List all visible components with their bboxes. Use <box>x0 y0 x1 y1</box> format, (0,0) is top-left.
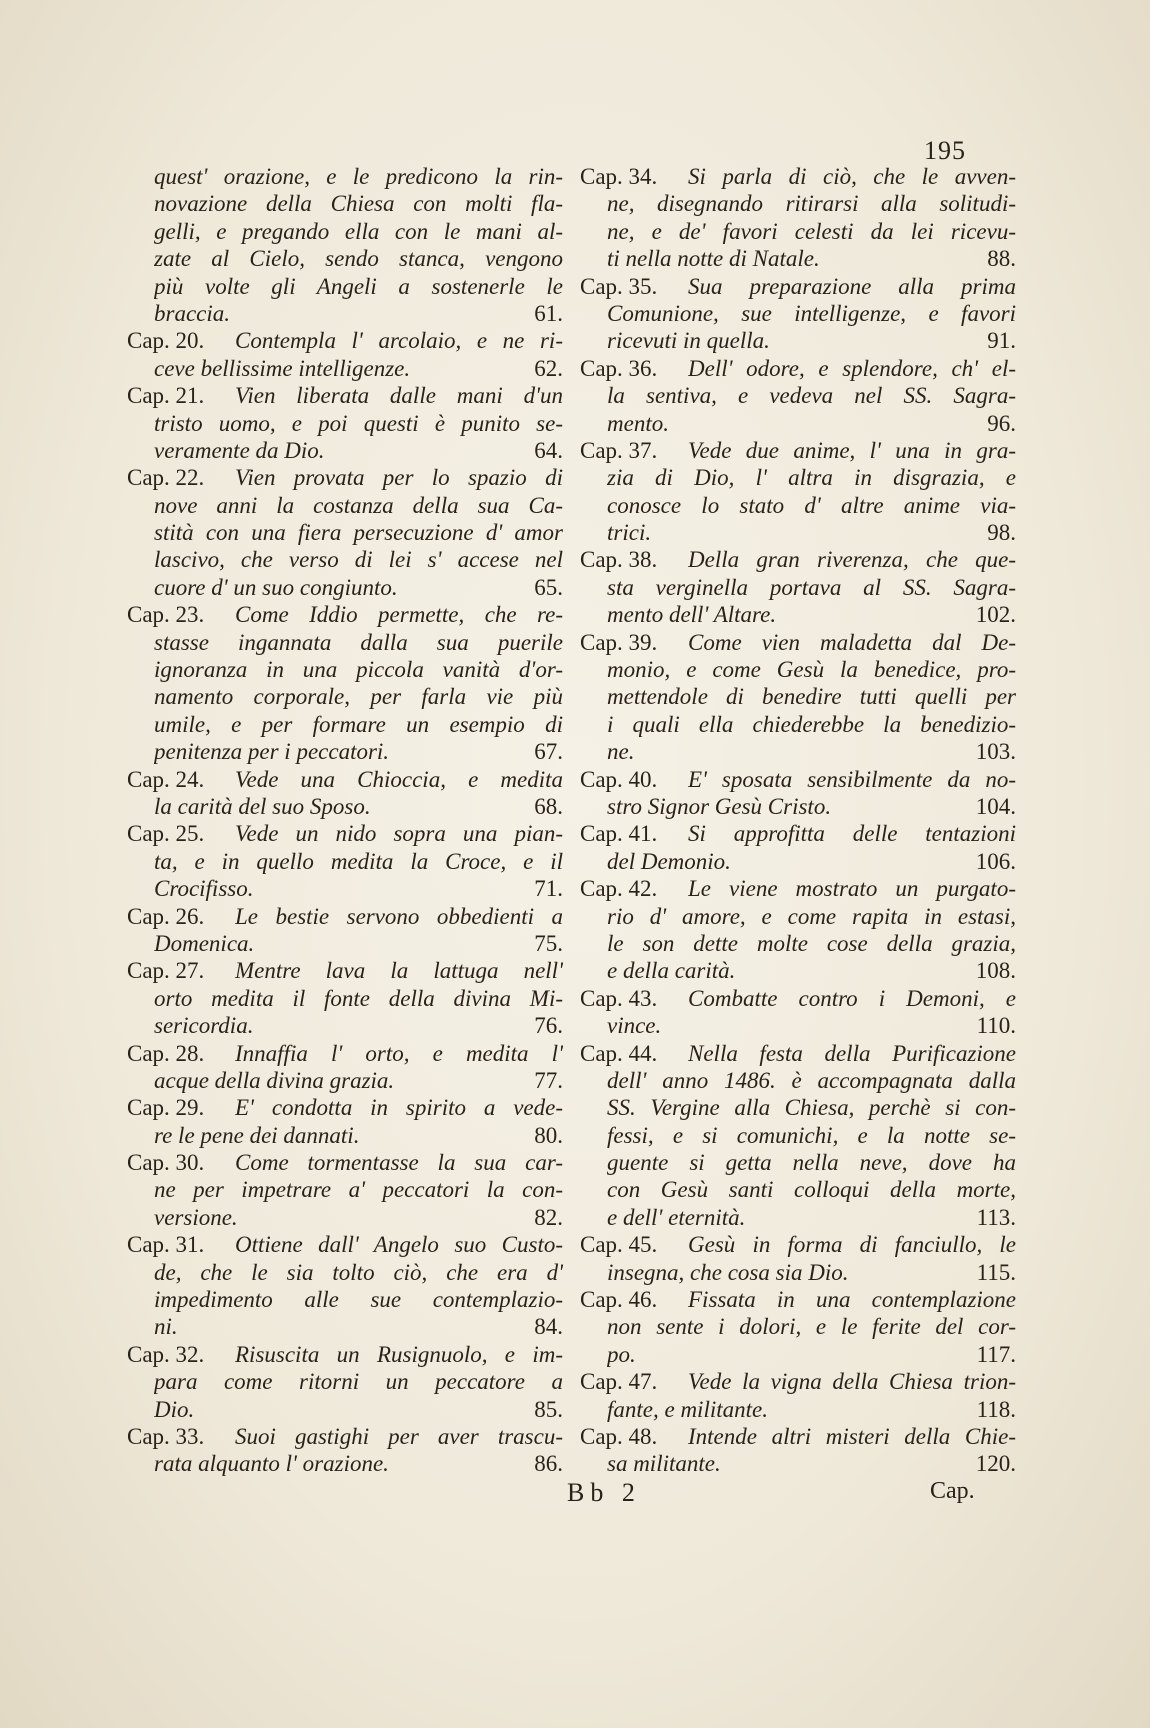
chapter-label: Cap. 21. <box>127 383 205 409</box>
chapter-label: Cap. 35. <box>580 273 658 299</box>
chapter-text: fessi, e si comunichi, e la notte se- <box>607 1122 1016 1148</box>
chapter-text: lascivo, che verso di lei s' accese nel <box>154 547 563 573</box>
toc-line <box>127 985 563 1012</box>
chapter-label: Cap. 39. <box>580 629 658 655</box>
chapter-text: cuore d' un suo congiunto. <box>154 574 398 600</box>
toc-entry <box>127 1040 563 1095</box>
toc-line <box>127 903 563 930</box>
right-column <box>580 163 1016 1478</box>
chapter-text: rio d' amore, e come rapita in estasi, <box>607 903 1016 929</box>
signature-mark: Bb 2 <box>567 1478 641 1507</box>
chapter-text: sericordia. <box>154 1013 254 1039</box>
chapter-text: gelli, e pregando ella con le mani al- <box>154 218 563 244</box>
toc-line <box>580 245 1016 272</box>
chapter-text: rata alquanto l' orazione. <box>154 1451 389 1477</box>
catchword: Cap. <box>930 1478 975 1504</box>
chapter-label: Cap. 37. <box>580 437 658 463</box>
chapter-text: Comunione, sue intelligenze, e favori <box>607 300 1016 326</box>
chapter-text: la sentiva, e vedeva nel SS. Sagra- <box>607 383 1016 409</box>
toc-line <box>580 683 1016 710</box>
chapter-page-ref: 80. <box>534 1122 563 1148</box>
chapter-label: Cap. 24. <box>127 766 205 792</box>
chapter-page-ref: 82. <box>534 1204 563 1230</box>
chapter-page-ref: 104. <box>975 793 1016 819</box>
toc-line <box>580 985 1016 1012</box>
chapter-label: Cap. 23. <box>127 602 205 628</box>
toc-line <box>127 1122 563 1149</box>
toc-line <box>580 382 1016 409</box>
toc-line <box>580 218 1016 245</box>
toc-entry <box>580 1040 1016 1232</box>
chapter-text: mettendole di benedire tutti quelli per <box>607 684 1016 710</box>
chapter-page-ref: 103. <box>975 739 1016 765</box>
toc-entry <box>580 985 1016 1040</box>
toc-line <box>127 273 563 300</box>
toc-line <box>127 601 563 628</box>
toc-line <box>580 437 1016 464</box>
chapter-text: e dell' eternità. <box>607 1204 746 1230</box>
chapter-text: vince. <box>607 1013 662 1039</box>
toc-line <box>127 1450 563 1477</box>
toc-line <box>580 629 1016 656</box>
chapter-text: quest' orazione, e le predicono la rin- <box>154 164 563 189</box>
toc-line <box>580 410 1016 437</box>
chapter-page-ref: 118. <box>976 1396 1016 1422</box>
toc-line <box>580 793 1016 820</box>
chapter-label: Cap. 25. <box>127 821 205 847</box>
chapter-text: Come vien maladetta dal De- <box>688 629 1016 655</box>
toc-entry <box>580 820 1016 875</box>
chapter-page-ref: 62. <box>534 355 563 381</box>
chapter-text: ne, disegnando ritirarsi alla solitudi- <box>607 191 1016 217</box>
toc-line <box>580 1231 1016 1258</box>
toc-line <box>580 1423 1016 1450</box>
toc-line <box>127 1259 563 1286</box>
toc-entry <box>580 766 1016 821</box>
toc-line <box>580 1313 1016 1340</box>
toc-entry <box>127 1231 563 1341</box>
toc-line <box>580 574 1016 601</box>
toc-line <box>127 546 563 573</box>
chapter-text: SS. Vergine alla Chiesa, perchè si con- <box>607 1095 1016 1121</box>
toc-line <box>580 1368 1016 1395</box>
toc-line <box>580 1176 1016 1203</box>
chapter-text: Crocifisso. <box>154 876 254 902</box>
chapter-label: Cap. 28. <box>127 1040 205 1066</box>
chapter-label: Cap. 40. <box>580 766 658 792</box>
chapter-text: acque della divina grazia. <box>154 1067 395 1093</box>
toc-entry <box>580 1423 1016 1478</box>
toc-line <box>580 300 1016 327</box>
chapter-label: Cap. 44. <box>580 1040 658 1066</box>
toc-line <box>580 1067 1016 1094</box>
toc-line <box>127 1149 563 1176</box>
toc-entry <box>580 875 1016 985</box>
toc-entry <box>127 820 563 902</box>
toc-entry <box>580 1286 1016 1368</box>
chapter-text: ne. <box>607 739 635 765</box>
chapter-text: E' sposata sensibilmente da no- <box>688 766 1016 792</box>
toc-line <box>580 355 1016 382</box>
chapter-text: mento. <box>607 410 669 436</box>
toc-line <box>580 820 1016 847</box>
chapter-page-ref: 75. <box>534 930 563 956</box>
chapter-text: stità con una fiera persecuzione d' amor <box>154 520 563 546</box>
chapter-label: Cap. 22. <box>127 465 205 491</box>
toc-line <box>127 820 563 847</box>
toc-line <box>580 1094 1016 1121</box>
toc-entry <box>580 546 1016 628</box>
toc-line <box>127 382 563 409</box>
toc-entry <box>127 1094 563 1149</box>
chapter-page-ref: 120. <box>975 1451 1016 1477</box>
chapter-text: Contempla l' arcolaio, e ne ri- <box>235 328 563 354</box>
chapter-text: Nella festa della Purificazione <box>688 1040 1016 1066</box>
toc-line <box>127 1341 563 1368</box>
toc-line <box>127 464 563 491</box>
chapter-label: Cap. 42. <box>580 876 658 902</box>
toc-line <box>580 848 1016 875</box>
toc-line <box>127 1396 563 1423</box>
chapter-text: penitenza per i peccatori. <box>154 739 390 765</box>
toc-line <box>127 1067 563 1094</box>
chapter-text: più volte gli Angeli a sostenerle le <box>154 273 563 299</box>
toc-entry <box>127 163 563 327</box>
chapter-text: orto medita il fonte della divina Mi- <box>154 985 563 1011</box>
toc-line <box>580 601 1016 628</box>
toc-line <box>127 738 563 765</box>
toc-line <box>580 930 1016 957</box>
toc-entry <box>127 1149 563 1231</box>
chapter-page-ref: 65. <box>534 574 563 600</box>
toc-line <box>127 190 563 217</box>
toc-line <box>127 218 563 245</box>
toc-line <box>580 1149 1016 1176</box>
toc-entry <box>580 163 1016 273</box>
chapter-label: Cap. 33. <box>127 1423 205 1449</box>
chapter-text: veramente da Dio. <box>154 437 325 463</box>
toc-line <box>580 464 1016 491</box>
chapter-page-ref: 110. <box>976 1013 1016 1039</box>
chapter-text: Gesù in forma di fanciullo, le <box>688 1232 1016 1258</box>
toc-line <box>127 848 563 875</box>
toc-entry <box>127 957 563 1039</box>
chapter-text: ti nella notte di Natale. <box>607 246 820 272</box>
chapter-text: Della gran riverenza, che que- <box>688 547 1016 573</box>
chapter-text: ne per impetrare a' peccatori la con- <box>154 1177 563 1203</box>
toc-line <box>127 300 563 327</box>
toc-line <box>127 1204 563 1231</box>
toc-line <box>127 437 563 464</box>
toc-line <box>580 1040 1016 1067</box>
chapter-text: stro Signor Gesù Cristo. <box>607 793 832 819</box>
chapter-page-ref: 64. <box>534 437 563 463</box>
toc-line <box>127 930 563 957</box>
chapter-text: monio, e come Gesù la benedice, pro- <box>607 657 1016 683</box>
chapter-text: con Gesù santi colloqui della morte, <box>607 1177 1016 1203</box>
toc-line <box>580 875 1016 902</box>
toc-line <box>580 1450 1016 1477</box>
toc-line <box>127 1094 563 1121</box>
chapter-page-ref: 88. <box>987 246 1016 272</box>
toc-entry <box>580 1231 1016 1286</box>
chapter-text: nove anni la costanza della sua Ca- <box>154 492 563 518</box>
toc-line <box>127 1423 563 1450</box>
toc-line <box>580 163 1016 190</box>
toc-entry <box>127 327 563 382</box>
chapter-label: Cap. 20. <box>127 328 205 354</box>
toc-line <box>127 245 563 272</box>
chapter-label: Cap. 36. <box>580 355 658 381</box>
chapter-label: Cap. 30. <box>127 1150 205 1176</box>
chapter-text: Le viene mostrato un purgato- <box>688 876 1016 902</box>
chapter-text: ne, e de' favori celesti da lei ricevu- <box>607 218 1016 244</box>
chapter-page-ref: 85. <box>534 1396 563 1422</box>
chapter-text: e della carità. <box>607 958 736 984</box>
chapter-text: sta verginella portava al SS. Sagra- <box>607 574 1016 600</box>
chapter-page-ref: 96. <box>987 410 1016 436</box>
chapter-text: versione. <box>154 1204 238 1230</box>
chapter-text: zia di Dio, l' altra in disgrazia, e <box>607 465 1016 491</box>
chapter-page-ref: 86. <box>534 1451 563 1477</box>
chapter-label: Cap. 26. <box>127 903 205 929</box>
chapter-label: Cap. 47. <box>580 1369 658 1395</box>
toc-line <box>127 163 563 190</box>
chapter-text: Vede la vigna della Chiesa trion- <box>688 1369 1016 1395</box>
chapter-label: Cap. 31. <box>127 1232 205 1258</box>
chapter-label: Cap. 34. <box>580 164 658 189</box>
chapter-label: Cap. 29. <box>127 1095 205 1121</box>
chapter-label: Cap. 41. <box>580 821 658 847</box>
toc-line <box>580 903 1016 930</box>
chapter-text: mento dell' Altare. <box>607 602 777 628</box>
chapter-text: Si parla di ciò, che le avven- <box>688 164 1016 189</box>
toc-entry <box>127 903 563 958</box>
chapter-text: ignoranza in una piccola vanità d'or- <box>154 657 563 683</box>
chapter-text: tristo uomo, e poi questi è punito se- <box>154 410 563 436</box>
chapter-text: Sua preparazione alla prima <box>688 273 1016 299</box>
chapter-label: Cap. 38. <box>580 547 658 573</box>
toc-line <box>580 273 1016 300</box>
chapter-page-ref: 71. <box>534 876 563 902</box>
toc-line <box>127 683 563 710</box>
toc-line <box>580 1122 1016 1149</box>
chapter-text: Vede due anime, l' una in gra- <box>688 437 1016 463</box>
toc-line <box>127 656 563 683</box>
chapter-label: Cap. 43. <box>580 985 658 1011</box>
chapter-page-ref: 67. <box>534 739 563 765</box>
toc-entry <box>127 1423 563 1478</box>
chapter-text: Vede un nido sopra una pian- <box>235 821 563 847</box>
toc-entry <box>127 1341 563 1423</box>
chapter-page-ref: 115. <box>976 1259 1016 1285</box>
chapter-page-ref: 76. <box>534 1013 563 1039</box>
toc-entry <box>580 273 1016 355</box>
chapter-page-ref: 84. <box>534 1314 563 1340</box>
toc-line <box>127 793 563 820</box>
toc-line <box>580 546 1016 573</box>
chapter-text: dell' anno 1486. è accompagnata dalla <box>607 1067 1016 1093</box>
chapter-text: Dio. <box>154 1396 195 1422</box>
chapter-page-ref: 98. <box>987 520 1016 546</box>
toc-line <box>580 519 1016 546</box>
toc-line <box>127 1286 563 1313</box>
chapter-text: impedimento alle sue contemplazio- <box>154 1287 563 1313</box>
chapter-text: Risuscita un Rusignuolo, e im- <box>235 1341 563 1367</box>
chapter-text: Fissata in una contemplazione <box>688 1287 1016 1313</box>
toc-line <box>580 957 1016 984</box>
chapter-text: i quali ella chiederebbe la benedizio- <box>607 711 1016 737</box>
toc-line <box>127 574 563 601</box>
toc-entry <box>127 601 563 765</box>
chapter-text: Suoi gastighi per aver trascu- <box>235 1423 563 1449</box>
chapter-text: zate al Cielo, sendo stanca, vengono <box>154 246 563 272</box>
toc-line <box>580 1341 1016 1368</box>
chapter-text: fante, e militante. <box>607 1396 768 1422</box>
toc-line <box>127 492 563 519</box>
toc-line <box>127 355 563 382</box>
toc-line <box>127 629 563 656</box>
toc-line <box>127 1040 563 1067</box>
toc-line <box>127 1313 563 1340</box>
chapter-page-ref: 68. <box>534 793 563 819</box>
toc-line <box>127 1012 563 1039</box>
toc-entry <box>580 355 1016 437</box>
chapter-text: la carità del suo Sposo. <box>154 793 371 819</box>
chapter-text: Combatte contro i Demoni, e <box>688 985 1016 1011</box>
page-number: 195 <box>924 136 966 165</box>
toc-line <box>127 410 563 437</box>
toc-entry <box>580 629 1016 766</box>
chapter-text: del Demonio. <box>607 848 731 874</box>
chapter-label: Cap. 32. <box>127 1341 205 1367</box>
chapter-text: re le pene dei dannati. <box>154 1122 360 1148</box>
chapter-page-ref: 108. <box>975 958 1016 984</box>
toc-line <box>580 711 1016 738</box>
toc-line <box>127 875 563 902</box>
chapter-text: Intende altri misteri della Chie- <box>688 1423 1016 1449</box>
toc-line <box>127 519 563 546</box>
toc-line <box>127 1176 563 1203</box>
chapter-text: conosce lo stato d' altre anime via- <box>607 492 1016 518</box>
chapter-page-ref: 61. <box>534 300 563 326</box>
toc-line <box>127 957 563 984</box>
chapter-text: Vede una Chioccia, e medita <box>235 766 563 792</box>
toc-line <box>580 1204 1016 1231</box>
chapter-text: ta, e in quello medita la Croce, e il <box>154 848 563 874</box>
toc-entry <box>127 464 563 601</box>
chapter-text: Vien provata per lo spazio di <box>235 465 563 491</box>
toc-line <box>580 1396 1016 1423</box>
toc-line <box>127 1231 563 1258</box>
chapter-text: ni. <box>154 1314 178 1340</box>
chapter-text: insegna, che cosa sia Dio. <box>607 1259 849 1285</box>
toc-line <box>580 492 1016 519</box>
chapter-text: sa militante. <box>607 1451 721 1477</box>
chapter-text: E' condotta in spirito a vede- <box>235 1095 563 1121</box>
toc-line <box>127 766 563 793</box>
chapter-text: umile, e per formare un esempio di <box>154 711 563 737</box>
chapter-label: Cap. 27. <box>127 958 205 984</box>
chapter-text: braccia. <box>154 300 231 326</box>
chapter-text: stasse ingannata dalla sua puerile <box>154 629 563 655</box>
chapter-text: po. <box>607 1341 636 1367</box>
chapter-label: Cap. 46. <box>580 1287 658 1313</box>
chapter-page-ref: 113. <box>976 1204 1016 1230</box>
chapter-text: ricevuti in quella. <box>607 328 770 354</box>
chapter-text: Mentre lava la lattuga nell' <box>235 958 563 984</box>
toc-line <box>580 656 1016 683</box>
chapter-text: le son dette molte cose della grazia, <box>607 930 1016 956</box>
chapter-text: Come tormentasse la sua car- <box>235 1150 563 1176</box>
chapter-text: non sente i dolori, e le ferite del cor- <box>607 1314 1016 1340</box>
chapter-text: Ottiene dall' Angelo suo Custo- <box>235 1232 563 1258</box>
chapter-label: Cap. 48. <box>580 1423 658 1449</box>
chapter-text: namento corporale, per farla vie più <box>154 684 563 710</box>
chapter-text: Come Iddio permette, che re- <box>235 602 563 628</box>
chapter-page-ref: 91. <box>987 328 1016 354</box>
toc-line <box>580 766 1016 793</box>
chapter-text: guente si getta nella neve, dove ha <box>607 1150 1016 1176</box>
toc-entry <box>580 437 1016 547</box>
chapter-label: Cap. 45. <box>580 1232 658 1258</box>
chapter-text: Si approfitta delle tentazioni <box>688 821 1016 847</box>
toc-entry <box>580 1368 1016 1423</box>
chapter-text: Vien liberata dalle mani d'un <box>235 383 563 409</box>
toc-line <box>580 1286 1016 1313</box>
toc-line <box>580 327 1016 354</box>
chapter-text: trici. <box>607 520 652 546</box>
chapter-page-ref: 102. <box>975 602 1016 628</box>
chapter-page-ref: 77. <box>534 1067 563 1093</box>
toc-line <box>580 1012 1016 1039</box>
toc-entry <box>127 382 563 464</box>
toc-line <box>127 327 563 354</box>
chapter-text: ceve bellissime intelligenze. <box>154 355 411 381</box>
chapter-text: de, che le sia tolto ciò, che era d' <box>154 1259 563 1285</box>
toc-entry <box>127 766 563 821</box>
chapter-page-ref: 106. <box>975 848 1016 874</box>
chapter-text: Domenica. <box>154 930 255 956</box>
chapter-text: Dell' odore, e splendore, ch' el- <box>688 355 1016 381</box>
toc-line <box>580 190 1016 217</box>
toc-line <box>580 738 1016 765</box>
chapter-text: Innaffia l' orto, e medita l' <box>235 1040 563 1066</box>
chapter-text: novazione della Chiesa con molti fla- <box>154 191 563 217</box>
toc-line <box>127 711 563 738</box>
chapter-page-ref: 117. <box>976 1341 1016 1367</box>
chapter-text: para come ritorni un peccatore a <box>154 1369 563 1395</box>
left-column <box>127 163 563 1478</box>
toc-line <box>127 1368 563 1395</box>
chapter-text: Le bestie servono obbedienti a <box>235 903 563 929</box>
toc-line <box>580 1259 1016 1286</box>
